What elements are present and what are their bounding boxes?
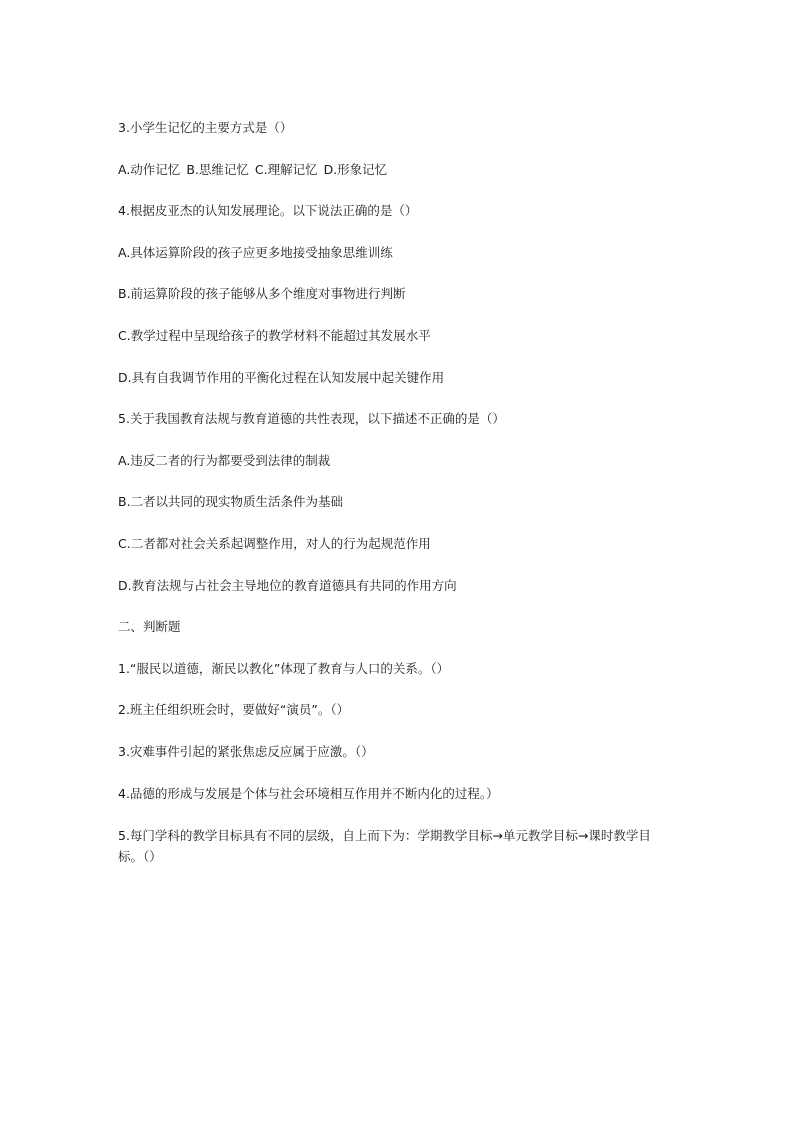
question-3-option-b: B.思维记忆 (186, 161, 249, 177)
judgment-item-5: 5.每门学科的教学目标具有不同的层级，自上而下为：学期教学目标→单元教学目标→课时教学目标。（） (118, 828, 651, 865)
document-content (118, 118, 678, 889)
question-4-option-d: D.具有自我调节作用的平衡化过程在认知发展中起关键作用 (118, 369, 445, 385)
question-5-option-a: A.违反二者的行为都要受到法律的制裁 (118, 452, 331, 468)
question-3-option-a: A.动作记忆 (118, 161, 181, 177)
judgment-item-4: 4.品德的形成与发展是个体与社会环境相互作用并不断内化的过程。） (118, 785, 499, 801)
question-4-option-c: C.教学过程中呈现给孩子的教学材料不能超过其发展水平 (118, 327, 431, 343)
question-4-option-a: A.具体运算阶段的孩子应更多地接受抽象思维训练 (118, 244, 393, 260)
judgment-item-3: 3.灾难事件引起的紧张焦虑反应属于应激。（） (118, 743, 374, 759)
question-3-option-c: C.理解记忆 (254, 161, 318, 177)
question-3-options (118, 160, 678, 180)
question-5-stem: 5.关于我国教育法规与教育道德的共性表现，以下描述不正确的是（） (118, 411, 505, 427)
section-heading: 二、判断题 (118, 619, 181, 635)
question-5-option-d: D.教育法规与占社会主导地位的教育道德具有共同的作用方向 (118, 577, 457, 593)
question-4-option-b: B.前运算阶段的孩子能够从多个维度对事物进行判断 (118, 286, 406, 302)
question-3-option-d: D.形象记忆 (323, 161, 388, 177)
judgment-item-2: 2.班主任组织班会时，要做好“演员”。（） (118, 702, 350, 718)
judgment-item-1: 1.“服民以道德，渐民以教化”体现了教育与人口的关系。（） (118, 660, 450, 676)
question-5-option-b: B.二者以共同的现实物质生活条件为基础 (118, 494, 344, 510)
question-5-option-c: C.二者都对社会关系起调整作用，对人的行为起规范作用 (118, 535, 431, 551)
question-4-stem: 4.根据皮亚杰的认知发展理论。以下说法正确的是（） (118, 203, 418, 219)
question-3-stem: 3.小学生记忆的主要方式是（） (118, 120, 293, 135)
